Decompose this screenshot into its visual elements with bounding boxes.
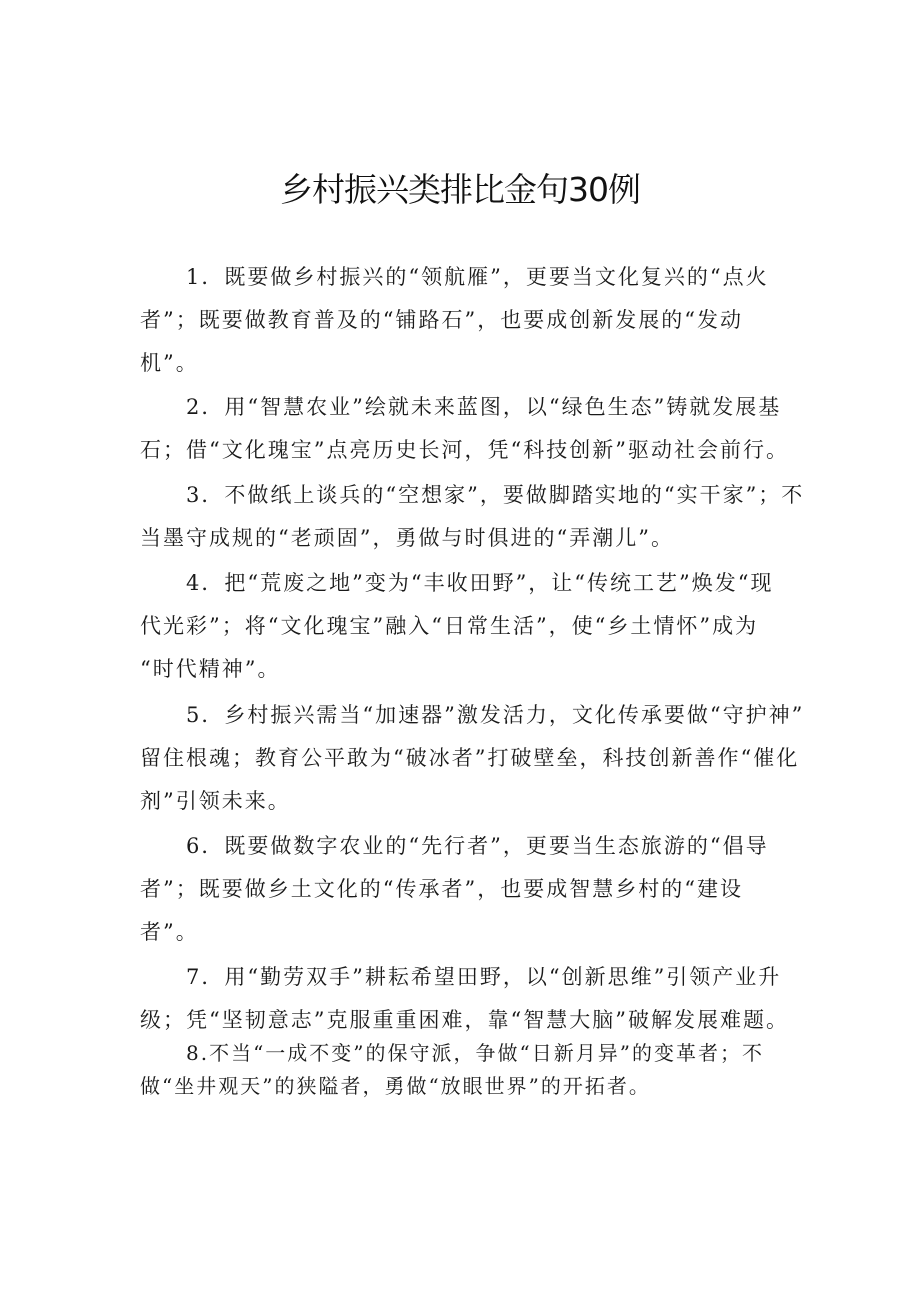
paragraph-line: 者”；既要做教育普及的“铺路石”，也要成创新发展的“发动 [140, 308, 743, 332]
paragraph-line: 留住根魂；教育公平敢为“破冰者”打破壁垒，科技创新善作“催化 [140, 746, 800, 770]
paragraph-line: 代光彩”；将“文化瑰宝”融入“日常生活”，使“乡土情怀”成为 [140, 614, 759, 638]
paragraph-line: 7．用“勤劳双手”耕耘希望田野，以“创新思维”引领产业升 [186, 965, 782, 989]
paragraph-line: 当墨守成规的“老顽固”，勇做与时俱进的“弄潮儿”。 [140, 526, 674, 550]
paragraph-line: 剂”引领未来。 [140, 789, 291, 813]
list-item-8 [140, 1037, 788, 1103]
list-item-5 [140, 694, 805, 823]
paragraph-line: 4．把“荒废之地”变为“丰收田野”，让“传统工艺”焕发“现 [186, 571, 774, 595]
paragraph-line: 石；借“文化瑰宝”点亮历史长河，凭“科技创新”驱动社会前行。 [140, 438, 789, 462]
paragraph-line: “时代精神”。 [140, 657, 281, 681]
paragraph-line: 1．既要做乡村振兴的“领航雁”，更要当文化复兴的“点火 [186, 265, 769, 289]
list-item-1 [140, 256, 788, 385]
paragraph-line: 级；凭“坚韧意志”克服重重困难，靠“智慧大脑”破解发展难题。 [140, 1008, 789, 1032]
paragraph-line: 5．乡村振兴需当“加速器”激发活力，文化传承要做“守护神” [186, 703, 805, 727]
paragraph-line: 者”。 [140, 920, 199, 944]
list-item-3 [140, 474, 805, 560]
list-item-6 [140, 825, 788, 954]
paragraph-line: 机”。 [140, 351, 199, 375]
page-title: 乡村振兴类排比金句30例 [280, 170, 640, 209]
list-item-7 [140, 956, 788, 1042]
paragraph-line: 做“坐井观天”的狭隘者，勇做“放眼世界”的开拓者。 [140, 1074, 651, 1098]
list-item-2 [140, 386, 788, 472]
paragraph-line: 6．既要做数字农业的“先行者”，更要当生态旅游的“倡导 [186, 834, 769, 858]
paragraph-line: 3．不做纸上谈兵的“空想家”，要做脚踏实地的“实干家”；不 [186, 483, 805, 507]
paragraph-line: 者”；既要做乡土文化的“传承者”，也要成智慧乡村的“建设 [140, 877, 743, 901]
list-item-4 [140, 562, 788, 691]
paragraph-line: 8.不当“一成不变”的保守派，争做“日新月异”的变革者；不 [186, 1041, 764, 1065]
paragraph-line: 2．用“智慧农业”绘就未来蓝图，以“绿色生态”铸就发展基 [186, 395, 782, 419]
